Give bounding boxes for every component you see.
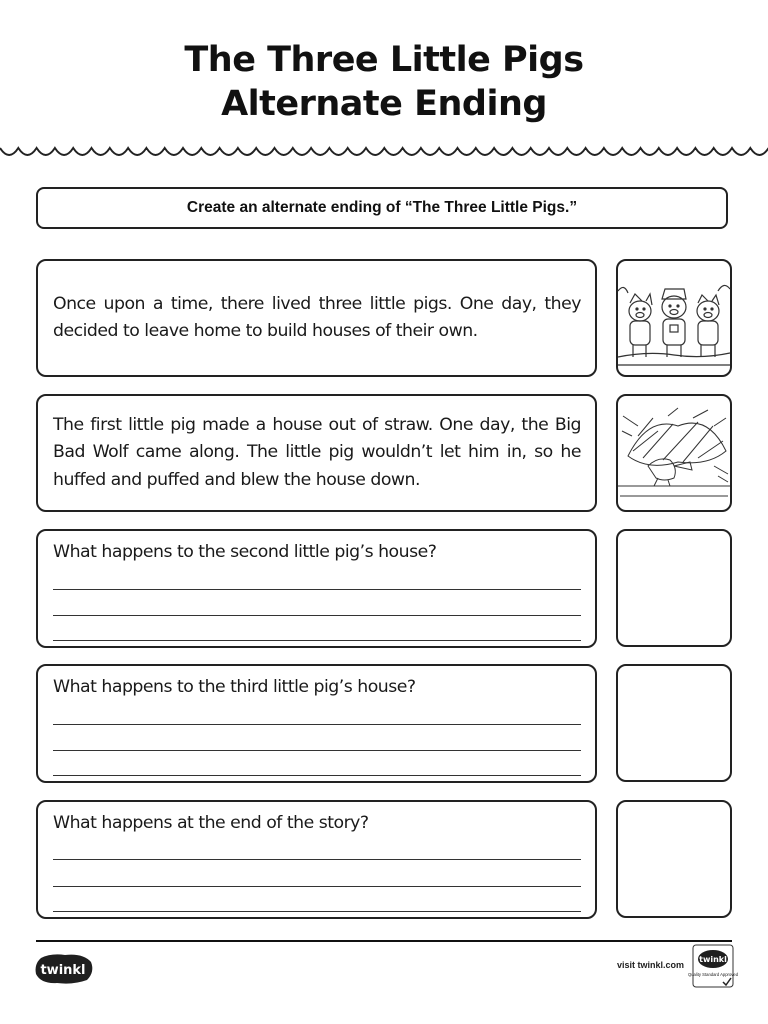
answer-line[interactable]: [53, 750, 581, 751]
answer-line[interactable]: [53, 724, 581, 725]
drawing-box-1[interactable]: [616, 529, 732, 647]
instruction-text: Create an alternate ending of “The Three Little Pigs.”: [186, 199, 578, 216]
quality-standard-badge: [687, 944, 739, 988]
badge-logo-text: twinkl: [699, 955, 727, 964]
title-line-2: Alternate Ending: [221, 84, 547, 124]
answer-line[interactable]: [53, 886, 581, 887]
footer-rule: [36, 940, 732, 942]
answer-line[interactable]: [53, 775, 581, 776]
question-box-2[interactable]: [36, 664, 597, 783]
answer-line[interactable]: [53, 640, 581, 641]
straw-drawing: [618, 396, 730, 510]
instruction-box: [36, 187, 728, 229]
answer-line[interactable]: [53, 589, 581, 590]
title-line-1: The Three Little Pigs: [184, 40, 584, 80]
drawing-box-2[interactable]: [616, 664, 732, 782]
twinkl-logo-text: twinkl: [40, 963, 86, 978]
answer-line[interactable]: [53, 911, 581, 912]
drawing-box-3[interactable]: [616, 800, 732, 918]
story-box-2: [36, 394, 597, 512]
question-box-1[interactable]: [36, 529, 597, 648]
three-pigs-illustration: [616, 259, 732, 377]
story-text-1: Once upon a time, there lived three little pigs. One day, they decided to leave home to build houses of their own.: [53, 293, 581, 341]
question-box-3[interactable]: [36, 800, 597, 919]
visit-link[interactable]: visit twinkl.com: [616, 960, 684, 970]
twinkl-logo: [33, 952, 95, 986]
answer-line[interactable]: [53, 615, 581, 616]
question-prompt-1: What happens to the second little pig’s house?: [53, 542, 437, 562]
straw-house-blown-down-illustration: [616, 394, 732, 512]
pigs-drawing: [618, 261, 730, 375]
answer-line[interactable]: [53, 859, 581, 860]
question-prompt-3: What happens at the end of the story?: [53, 813, 369, 833]
question-prompt-2: What happens to the third little pig’s house?: [53, 677, 416, 697]
story-text-2: The first little pig made a house out of straw. One day, the Big Bad Wolf came along. The little pig wouldn’t let him in, so he huffed and puffed and blew the house down.: [53, 414, 581, 490]
badge-caption: Quality Standard Approved: [687, 972, 739, 977]
scalloped-divider: [0, 140, 768, 164]
page-title: [0, 38, 768, 126]
story-box-1: [36, 259, 597, 377]
